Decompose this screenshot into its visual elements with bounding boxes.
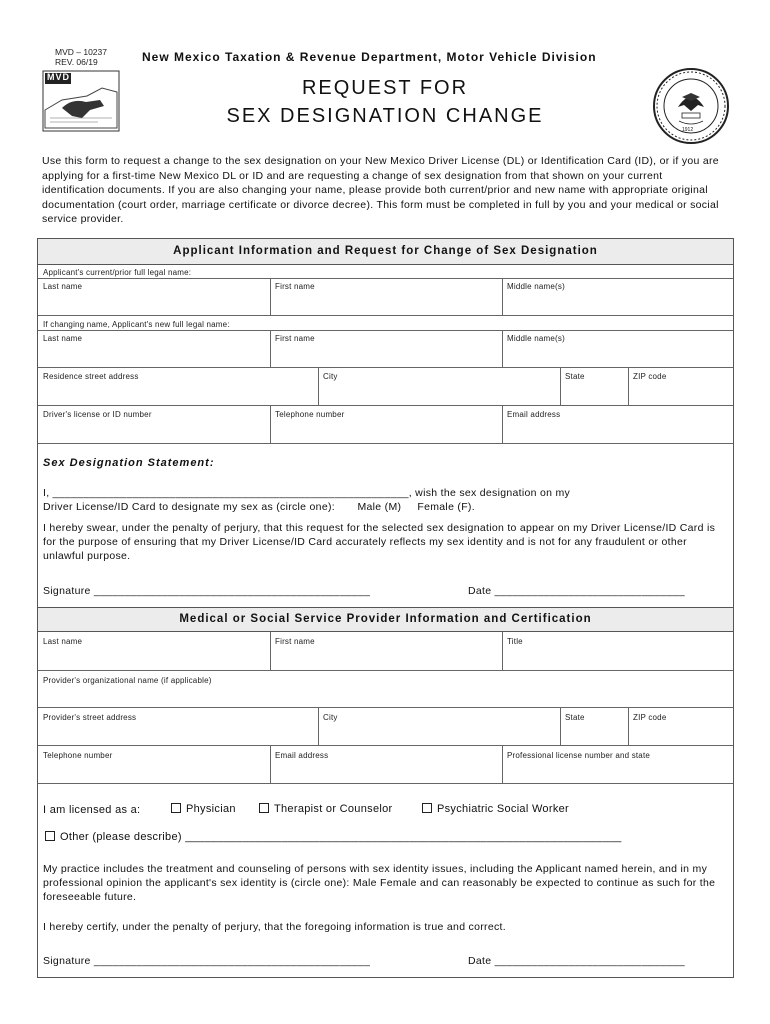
divider: [38, 278, 733, 279]
other-label[interactable]: Other (please describe) ____________________________________________________________________: [60, 831, 622, 843]
physician-checkbox[interactable]: [171, 803, 181, 813]
psych-social-worker-label: Psychiatric Social Worker: [437, 803, 569, 815]
new-first-name-field[interactable]: First name: [275, 334, 315, 343]
provider-city-field[interactable]: City: [323, 713, 338, 722]
therapist-label: Therapist or Counselor: [274, 803, 393, 815]
divider: [38, 670, 733, 671]
physician-option[interactable]: [171, 803, 236, 815]
divider: [38, 315, 733, 316]
divider: [628, 707, 629, 745]
email-field[interactable]: Email address: [507, 410, 561, 419]
current-last-name-field[interactable]: Last name: [43, 282, 83, 291]
divider: [502, 745, 503, 783]
divider: [502, 632, 503, 670]
applicant-section-heading: Applicant Information and Request for Change of Sex Designation: [38, 239, 733, 265]
page-title-line1: REQUEST FOR: [301, 77, 469, 99]
city-field[interactable]: City: [323, 372, 338, 381]
divider: [560, 367, 561, 405]
licensed-as-label: I am licensed as a:: [43, 804, 141, 816]
current-name-label: Applicant's current/prior full legal name:: [43, 268, 192, 277]
provider-telephone-field[interactable]: Telephone number: [43, 751, 113, 760]
intro-paragraph: Use this form to request a change to the sex designation on your New Mexico Driver License (DL) or Identification Card (ID), or if you are applying for a first-time New Mexico DL or ID and are requesting a change of sex designation from that shown on your current identification documents. If you are also changing your name, please provide both current/prior and new name with appropriate original documentation (court order, marriage certificate or divorce decree). This form must be completed in full by you and your medical or social service provider.: [42, 155, 719, 225]
new-middle-name-field[interactable]: Middle name(s): [507, 334, 565, 343]
state-field[interactable]: State: [565, 372, 585, 381]
provider-zip-field[interactable]: ZIP code: [633, 713, 667, 722]
divider: [270, 745, 271, 783]
new-last-name-field[interactable]: Last name: [43, 334, 83, 343]
provider-title-field[interactable]: Title: [507, 637, 523, 646]
revision-date: REV. 06/19: [55, 57, 98, 67]
provider-section-heading: Medical or Social Service Provider Information and Certification: [38, 608, 733, 632]
divider: [38, 443, 733, 444]
provider-first-name-field[interactable]: First name: [275, 637, 315, 646]
provider-street-field[interactable]: Provider's street address: [43, 713, 137, 722]
practice-statement: My practice includes the treatment and counseling of persons with sex identity issues, including the Applicant named herein, and in my professional opinion the applicant's sex identity is (circle one): Male Female and can reasonably be expected to continue as such for the foreseeable future.: [43, 863, 716, 903]
divider: [38, 405, 733, 406]
new-name-label: If changing name, Applicant's new full legal name:: [43, 320, 230, 329]
divider: [270, 330, 271, 367]
provider-license-field[interactable]: Professional license number and state: [507, 751, 651, 760]
divider: [502, 330, 503, 367]
state-seal-icon: [652, 67, 730, 145]
divider: [628, 367, 629, 405]
page-title-line2: SEX DESIGNATION CHANGE: [226, 105, 544, 127]
provider-date-line[interactable]: Date _______________________________: [468, 955, 685, 967]
mvd-logo: [42, 70, 120, 132]
agency-name: New Mexico Taxation & Revenue Department, Motor Vehicle Division: [142, 50, 597, 64]
statement-heading: Sex Designation Statement:: [43, 457, 215, 469]
residence-address-field[interactable]: Residence street address: [43, 372, 139, 381]
provider-signature-line[interactable]: Signature _____________________________________________: [43, 955, 371, 967]
seal-year: 1912: [682, 127, 694, 133]
divider: [502, 278, 503, 315]
provider-last-name-field[interactable]: Last name: [43, 637, 83, 646]
applicant-signature-line[interactable]: Signature _____________________________________________: [43, 585, 371, 597]
therapist-checkbox[interactable]: [259, 803, 269, 813]
current-first-name-field[interactable]: First name: [275, 282, 315, 291]
provider-org-field[interactable]: Provider's organizational name (if applicable): [43, 676, 212, 685]
physician-label: Physician: [186, 803, 236, 815]
statement-line2[interactable]: Driver License/ID Card to designate my sex as (circle one): Male (M) Female (F).: [43, 501, 475, 513]
divider: [270, 632, 271, 670]
other-option[interactable]: [45, 831, 622, 843]
divider: [560, 707, 561, 745]
statement-line1[interactable]: I, __________________________________________________________, wish the sex designation on my: [43, 487, 571, 499]
divider: [502, 405, 503, 443]
perjury-statement: I hereby swear, under the penalty of perjury, that this request for the selected sex designation to appear on my Driver License/ID Card is for the purpose of ensuring that my Driver License/ID Card accurately reflects my sex identity and is not for any fraudulent or other unlawful purpose.: [43, 522, 716, 562]
telephone-field[interactable]: Telephone number: [275, 410, 345, 419]
divider: [270, 278, 271, 315]
state-seal: [652, 67, 730, 145]
psych-social-worker-checkbox[interactable]: [422, 803, 432, 813]
form-code: MVD – 10237: [55, 47, 107, 57]
other-checkbox[interactable]: [45, 831, 55, 841]
provider-state-field[interactable]: State: [565, 713, 585, 722]
applicant-date-line[interactable]: Date _______________________________: [468, 585, 685, 597]
divider: [318, 367, 319, 405]
current-middle-name-field[interactable]: Middle name(s): [507, 282, 565, 291]
therapist-option[interactable]: [259, 803, 393, 815]
divider: [38, 783, 733, 784]
divider: [318, 707, 319, 745]
divider: [38, 745, 733, 746]
zip-field[interactable]: ZIP code: [633, 372, 667, 381]
provider-email-field[interactable]: Email address: [275, 751, 329, 760]
divider: [270, 405, 271, 443]
mvd-logo-text: MVD: [47, 72, 70, 82]
divider: [38, 330, 733, 331]
license-number-field[interactable]: Driver's license or ID number: [43, 410, 152, 419]
psych-social-worker-option[interactable]: [422, 803, 569, 815]
certification-statement: I hereby certify, under the penalty of perjury, that the foregoing information is true and correct.: [43, 921, 506, 933]
